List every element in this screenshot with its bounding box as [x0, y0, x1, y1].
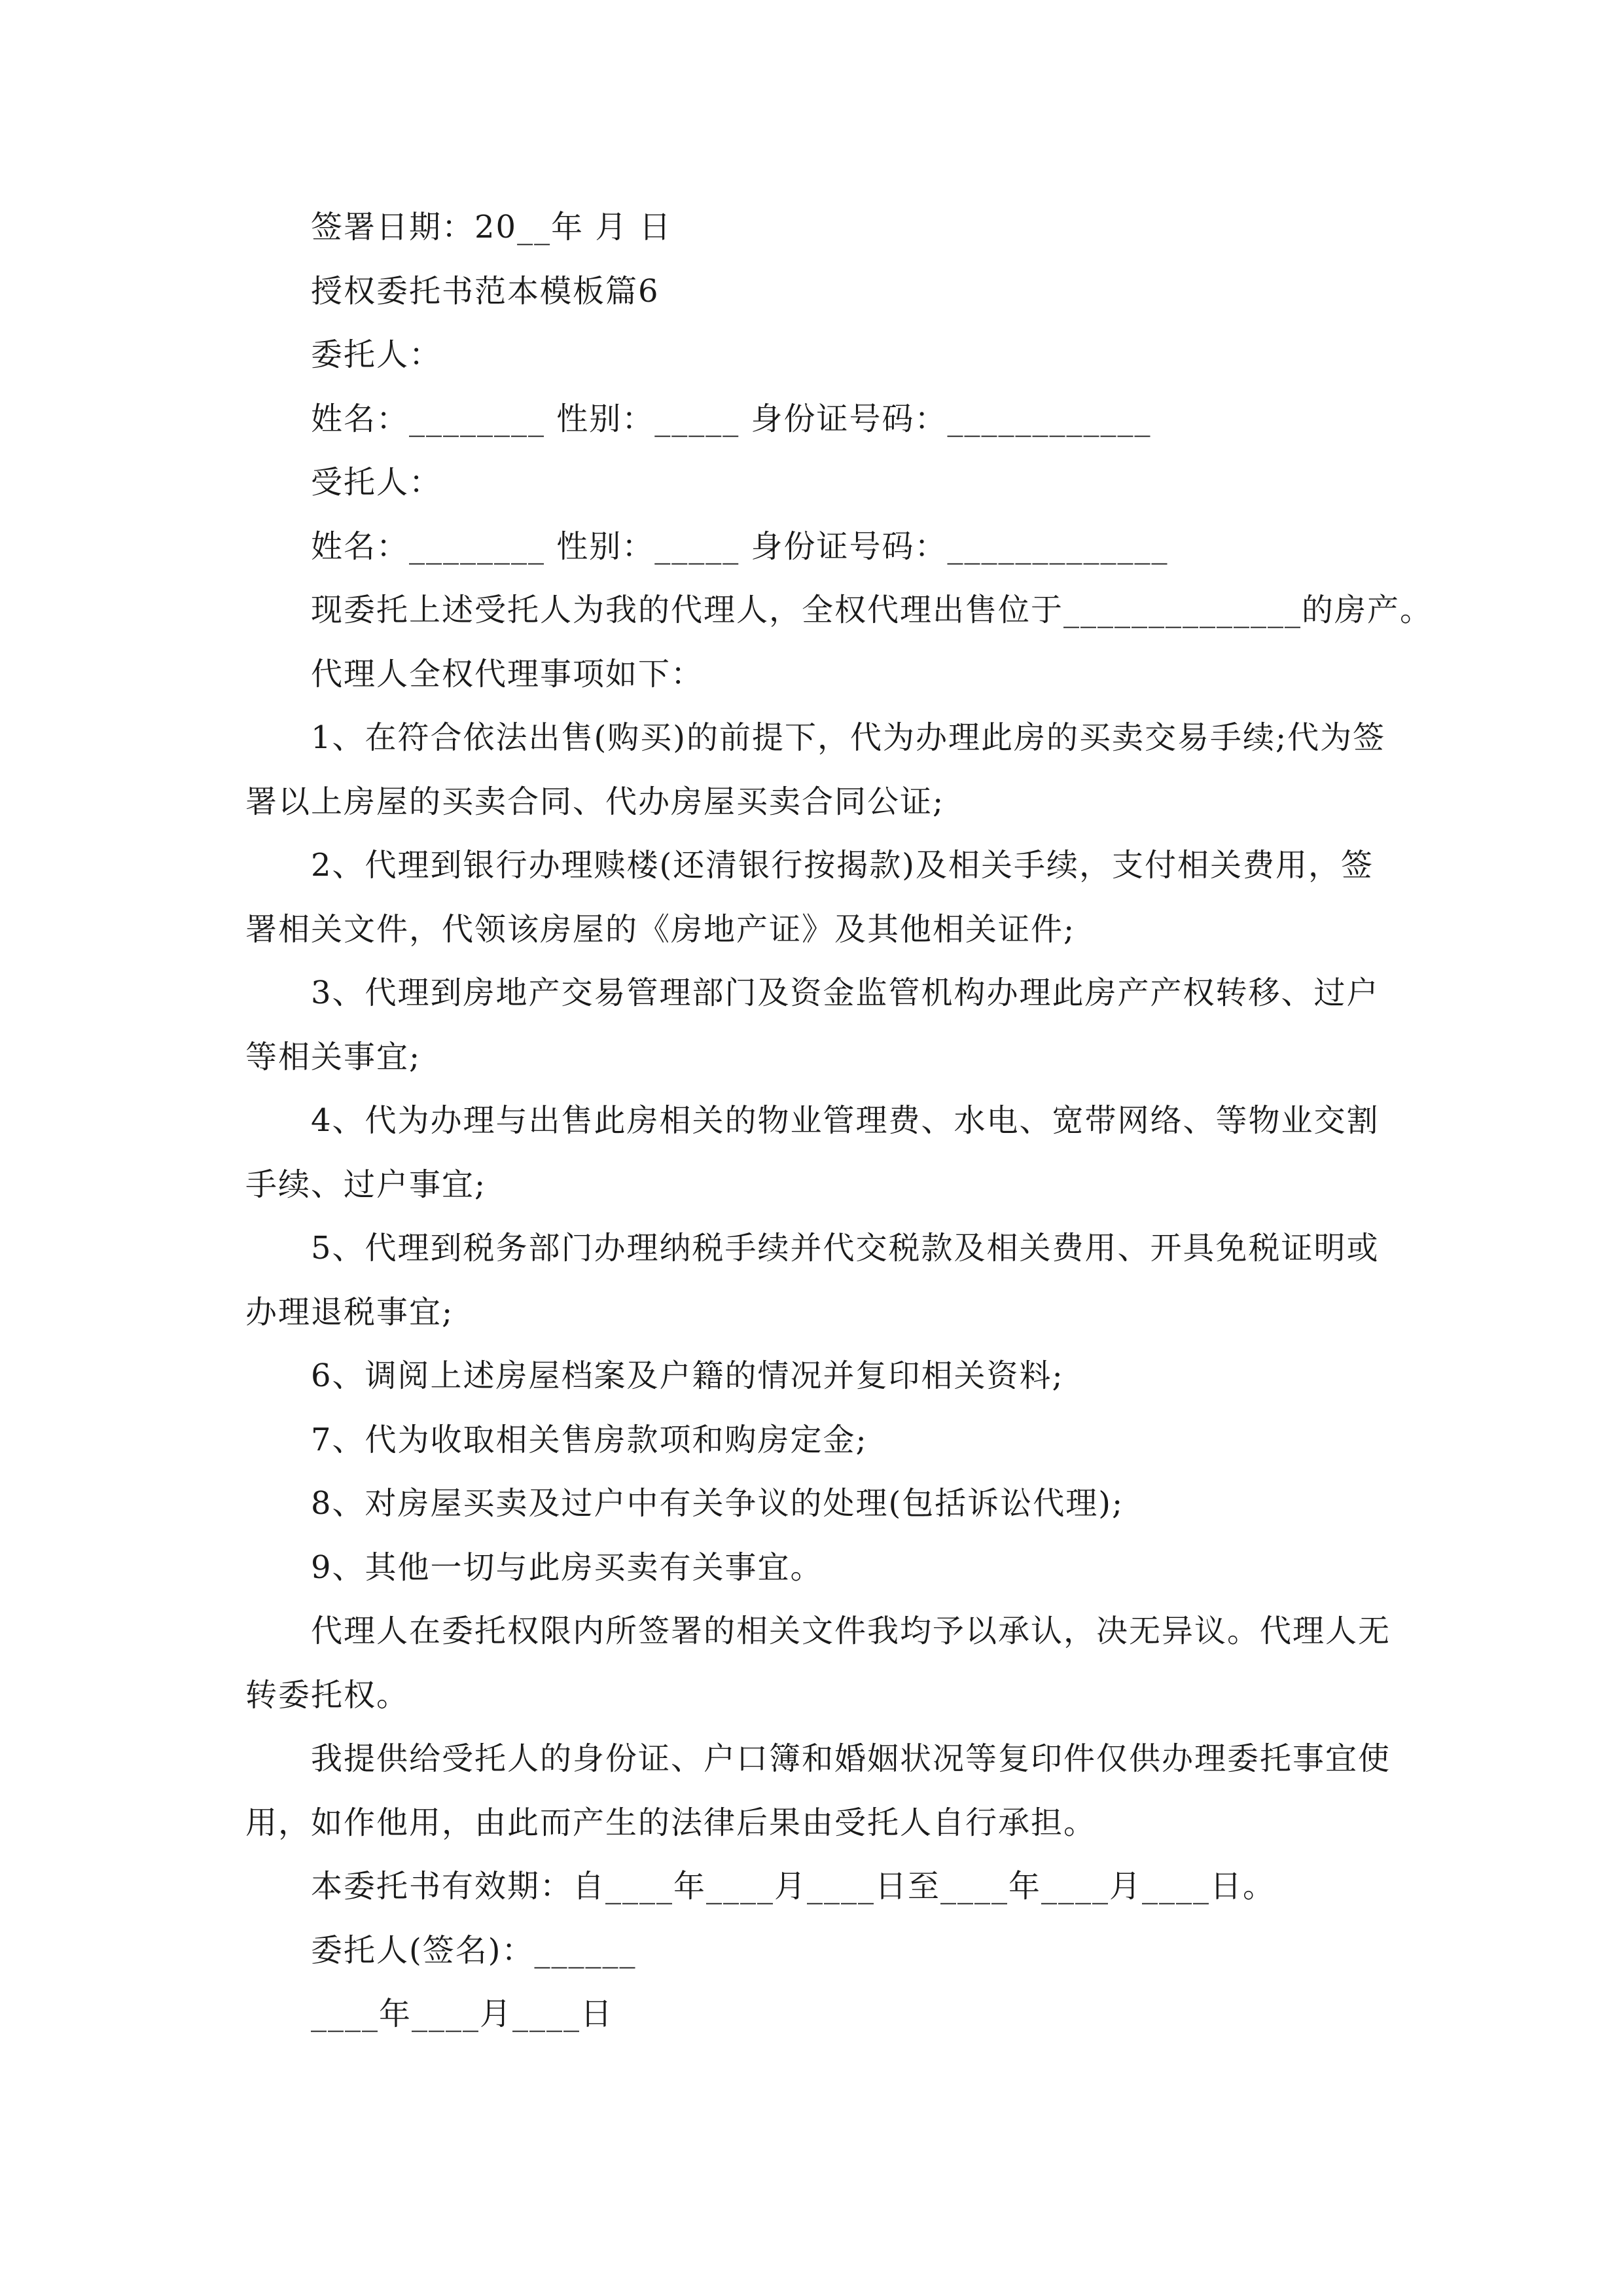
acknowledgement-line-1: 代理人在委托权限内所签署的相关文件我均予以承认，决无异议。代理人无	[311, 1613, 1391, 1649]
validity-period: 本委托书有效期：自____年____月____日至____年____月____日。	[311, 1868, 1276, 1905]
agent-heading: 受托人：	[311, 464, 442, 501]
item-4-line-1: 4、代为办理与出售此房相关的物业管理费、水电、宽带网络、等物业交割	[311, 1102, 1380, 1139]
item-3-line-2: 等相关事宜;	[245, 1039, 421, 1075]
acknowledgement-line-2: 转委托权。	[245, 1677, 410, 1713]
principal-signature: 委托人(签名)：______	[311, 1932, 637, 1969]
item-4-line-2: 手续、过户事宜;	[245, 1166, 487, 1203]
principal-heading: 委托人：	[311, 336, 442, 373]
item-5-line-1: 5、代理到税务部门办理纳税手续并代交税款及相关费用、开具免税证明或	[311, 1230, 1380, 1266]
agent-info-line: 姓名：________ 性别：_____ 身份证号码：_____________	[311, 528, 1169, 565]
signing-date-line: 签署日期：20__年 月 日	[311, 209, 672, 245]
documents-clause-line-2: 用，如作他用，由此而产生的法律后果由受托人自行承担。	[245, 1804, 1097, 1841]
item-3-line-1: 3、代理到房地产交易管理部门及资金监管机构办理此房产产权转移、过户	[311, 975, 1380, 1011]
item-8: 8、对房屋买卖及过户中有关争议的处理(包括诉讼代理);	[311, 1485, 1124, 1522]
documents-clause-line-1: 我提供给受托人的身份证、户口簿和婚姻状况等复印件仅供办理委托事宜使	[311, 1740, 1391, 1777]
authorization-statement: 现委托上述受托人为我的代理人，全权代理出售位于______________的房产。	[311, 592, 1433, 628]
item-7: 7、代为收取相关售房款项和购房定金;	[311, 1422, 868, 1458]
item-1-line-1: 1、在符合依法出售(购买)的前提下，代为办理此房的买卖交易手续;代为签	[311, 719, 1386, 756]
section-title: 授权委托书范本模板篇6	[311, 273, 660, 310]
item-9: 9、其他一切与此房买卖有关事宜。	[311, 1549, 823, 1586]
principal-info-line: 姓名：________ 性别：_____ 身份证号码：____________	[311, 401, 1152, 437]
matters-heading: 代理人全权代理事项如下：	[311, 656, 704, 692]
item-2-line-2: 署相关文件，代领该房屋的《房地产证》及其他相关证件;	[245, 911, 1076, 948]
item-5-line-2: 办理退税事宜;	[245, 1294, 454, 1331]
item-6: 6、调阅上述房屋档案及户籍的情况并复印相关资料;	[311, 1357, 1064, 1394]
item-2-line-1: 2、代理到银行办理赎楼(还清银行按揭款)及相关手续，支付相关费用，签	[311, 847, 1374, 884]
signature-date: ____年____月____日	[311, 1996, 614, 2032]
item-1-line-2: 署以上房屋的买卖合同、代办房屋买卖合同公证;	[245, 783, 945, 820]
